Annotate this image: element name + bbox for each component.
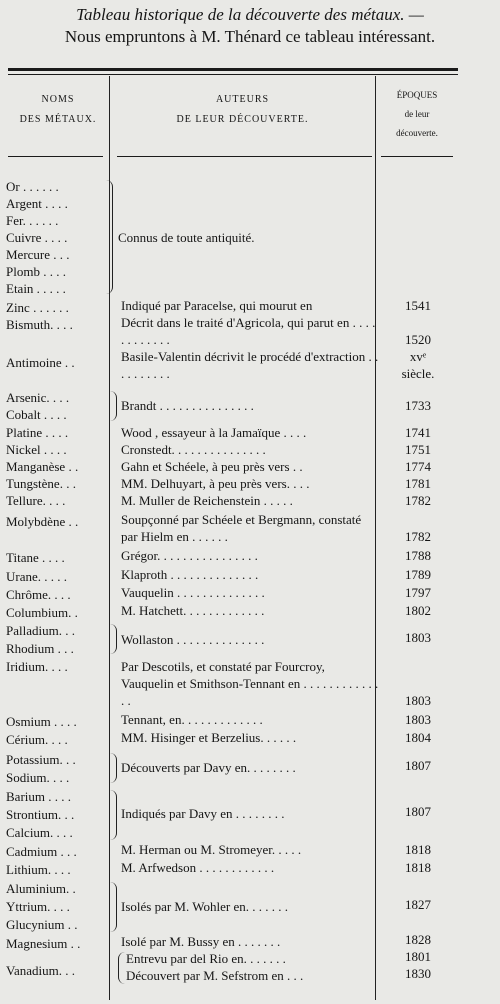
author-text: Gahn et Schéele, à peu près vers . . xyxy=(121,459,303,474)
author-text: Par Descotils, et constaté par Fourcroy, Vauquelin et Smithson-Tennant en . . . . . . . . . . . . . . xyxy=(121,659,379,708)
metal-name: Mercure . . . xyxy=(6,247,70,262)
discovery-year: 1803 xyxy=(405,693,431,708)
author-text: Découverts par Davy en. . . . . . . . xyxy=(121,760,296,775)
discovery-year: 1807 xyxy=(405,758,431,773)
metal-name: Urane. . . . . xyxy=(6,569,68,584)
discovery-year: 1803 xyxy=(405,712,431,727)
metal-name: Chrôme. . . . xyxy=(6,587,71,602)
metal-name: Tungstène. . . xyxy=(6,476,76,491)
header-names-line2: DES MÉTAUX. xyxy=(19,114,97,125)
header-authors-line1: AUTEURS xyxy=(215,94,270,105)
metal-name: Cobalt . . . . xyxy=(6,407,67,422)
group-brace xyxy=(118,952,125,984)
metal-name: Columbium. . xyxy=(6,605,78,620)
discovery-year: siècle. xyxy=(401,366,435,381)
author-text: Vauquelin . . . . . . . . . . . . . . xyxy=(121,585,265,600)
metal-name: Or . . . . . . xyxy=(6,179,59,194)
metal-name: Barium . . . . xyxy=(6,789,71,804)
author-text: Indiqués par Davy en . . . . . . . . xyxy=(121,806,285,821)
header-epochs-line1: ÉPOQUES xyxy=(396,90,438,100)
discovery-year: 1803 xyxy=(405,630,431,645)
metal-name: Platine . . . . xyxy=(6,425,69,440)
author-text: Connus de toute antiquité. xyxy=(118,230,255,245)
metal-name: Antimoine . . xyxy=(6,355,75,370)
group-brace xyxy=(106,180,113,294)
metal-name: Magnesium . . xyxy=(6,936,81,951)
header-names xyxy=(8,90,108,130)
metal-name: Tellure. . . . xyxy=(6,493,66,508)
discovery-year: 1807 xyxy=(405,804,431,819)
metal-name: Molybdène . . xyxy=(6,514,79,529)
metal-name: Etain . . . . . xyxy=(6,281,66,296)
author-text: M. Muller de Reichenstein . . . . . xyxy=(121,493,293,508)
metal-name: Arsenic. . . . xyxy=(6,390,70,405)
discovery-year: 1801 xyxy=(405,949,431,964)
metal-name: Aluminium. . xyxy=(6,881,76,896)
author-text: Soupçonné par Schéele et Bergmann, constaté par Hielm en . . . . . . xyxy=(121,512,362,544)
group-brace xyxy=(110,624,117,654)
discovery-year: xvᵉ xyxy=(409,349,427,364)
metal-name: Zinc . . . . . . xyxy=(6,300,69,315)
metal-name: Titane . . . . xyxy=(6,550,65,565)
author-text: Cronstedt. . . . . . . . . . . . . . . xyxy=(121,442,266,457)
metal-name: Cuivre . . . . xyxy=(6,230,68,245)
group-brace xyxy=(110,882,117,932)
metal-name: Plomb . . . . xyxy=(6,264,66,279)
header-rule-authors xyxy=(117,156,372,157)
author-text: MM. Hisinger et Berzelius. . . . . . xyxy=(121,730,297,745)
discovery-year: 1782 xyxy=(405,529,431,544)
discovery-year: 1789 xyxy=(405,567,431,582)
header-epochs-line2: de leur xyxy=(404,109,430,119)
discovery-year: 1828 xyxy=(405,932,431,947)
discovery-year: 1804 xyxy=(405,730,431,745)
title-line-1: Tableau historique de la découverte des métaux. — xyxy=(76,5,424,24)
metal-name: Lithium. . . . xyxy=(6,862,71,877)
metal-name: Vanadium. . . xyxy=(6,963,75,978)
discovery-year: 1733 xyxy=(405,398,431,413)
discovery-year: 1782 xyxy=(405,493,431,508)
header-rule-epochs xyxy=(381,156,453,157)
title-line-2: Nous empruntons à M. Thénard ce tableau intéressant. xyxy=(64,27,436,46)
table-top-rule xyxy=(8,68,458,71)
header-authors-line2: DE LEUR DÉCOUVERTE. xyxy=(176,114,309,125)
discovery-year: 1818 xyxy=(405,860,431,875)
author-text: MM. Delhuyart, à peu près vers. . . . xyxy=(121,476,310,491)
header-rule-names xyxy=(8,156,103,157)
discovery-year: 1741 xyxy=(405,425,431,440)
metal-name: Bismuth. . . . xyxy=(6,317,73,332)
header-epochs xyxy=(376,86,458,143)
table-top-rule-thin xyxy=(8,74,458,75)
metal-name: Iridium. . . . xyxy=(6,659,68,674)
group-brace xyxy=(110,391,117,421)
author-text: M. Arfwedson . . . . . . . . . . . . xyxy=(121,860,275,875)
metal-name: Calcium. . . . xyxy=(6,825,73,840)
metal-name: Rhodium . . . xyxy=(6,641,74,656)
discovery-year: 1781 xyxy=(405,476,431,491)
discovery-year: 1751 xyxy=(405,442,431,457)
metal-name: Strontium. . . xyxy=(6,807,75,822)
header-authors xyxy=(110,90,375,130)
author-text: Wollaston . . . . . . . . . . . . . . xyxy=(121,632,265,647)
author-text: Indiqué par Paracelse, qui mourut en xyxy=(121,298,313,313)
author-text: Entrevu par del Rio en. . . . . . . xyxy=(126,951,286,966)
author-text: Basile-Valentin décrivit le procédé d'extraction . . . . . . . . . . xyxy=(121,349,379,381)
author-text: Tennant, en. . . . . . . . . . . . . xyxy=(121,712,263,727)
author-text: M. Hatchett. . . . . . . . . . . . . xyxy=(121,603,265,618)
metal-name: Manganèse . . xyxy=(6,459,79,474)
metal-name: Fer. . . . . . xyxy=(6,213,59,228)
discovery-year: 1520 xyxy=(405,332,431,347)
discovery-year: 1830 xyxy=(405,966,431,981)
discovery-year: 1818 xyxy=(405,842,431,857)
discovery-year: 1541 xyxy=(405,298,431,313)
metal-name: Glucynium . . xyxy=(6,917,78,932)
author-text: M. Herman ou M. Stromeyer. . . . . xyxy=(121,842,302,857)
metal-name: Argent . . . . xyxy=(6,196,68,211)
author-text: Brandt . . . . . . . . . . . . . . . xyxy=(121,398,254,413)
metal-name: Potassium. . . xyxy=(6,752,76,767)
page-title xyxy=(10,4,490,48)
author-text: Isolé par M. Bussy en . . . . . . . xyxy=(121,934,281,949)
author-text: Wood , essayeur à la Jamaïque . . . . xyxy=(121,425,307,440)
metal-name: Palladium. . . xyxy=(6,623,75,638)
author-text: Grégor. . . . . . . . . . . . . . . . xyxy=(121,548,258,563)
header-names-line1: NOMS xyxy=(41,94,75,105)
header-epochs-line3: découverte. xyxy=(396,128,438,138)
author-text: Klaproth . . . . . . . . . . . . . . xyxy=(121,567,259,582)
metal-name: Sodium. . . . xyxy=(6,770,70,785)
author-text: Isolés par M. Wohler en. . . . . . . xyxy=(121,899,288,914)
metal-name: Nickel . . . . xyxy=(6,442,67,457)
metal-name: Cérium. . . . xyxy=(6,732,68,747)
metal-name: Cadmium . . . xyxy=(6,844,77,859)
group-brace xyxy=(110,753,117,783)
discovery-year: 1827 xyxy=(405,897,431,912)
discovery-year: 1802 xyxy=(405,603,431,618)
metal-name: Yttrium. . . . xyxy=(6,899,70,914)
author-text: Découvert par M. Sefstrom en . . . xyxy=(126,968,304,983)
group-brace xyxy=(110,790,117,840)
author-text: Décrit dans le traité d'Agricola, qui parut en . . . . . . . . . . . . xyxy=(121,315,376,347)
metal-name: Osmium . . . . xyxy=(6,714,77,729)
discovery-year: 1797 xyxy=(405,585,431,600)
discovery-year: 1788 xyxy=(405,548,431,563)
discovery-year: 1774 xyxy=(405,459,431,474)
